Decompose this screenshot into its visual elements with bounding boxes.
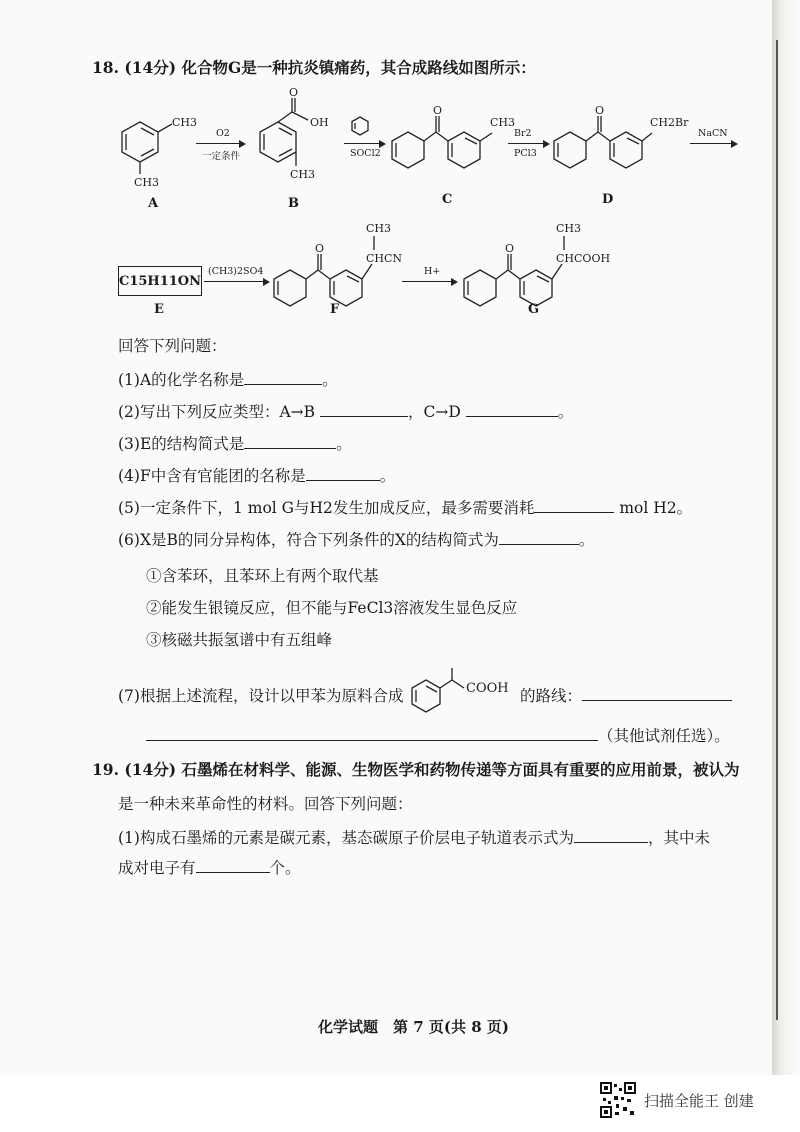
target-compound-structure [410,664,520,714]
reagent-benzene-icon [350,116,370,136]
d-ch2br: CH2Br [650,116,689,129]
reagent-br2: Br2 [514,128,532,139]
q18-condition-1: ①含苯环，且苯环上有两个取代基 [146,567,379,585]
q18-condition-3: ③核磁共振氢谱中有五组峰 [146,631,333,649]
compound-e-formula-box: C15H11ON [118,266,202,296]
compound-f-structure [272,220,412,310]
a-ch3-top: CH3 [172,116,198,129]
reagent-dimethyl-sulfate: (CH3)2SO4 [208,266,264,277]
b-o: O [289,86,299,99]
answer-blank-19-1a[interactable] [574,828,648,843]
d-o: O [595,104,605,117]
reagent-nacn: NaCN [698,128,728,139]
answer-blank-3[interactable] [244,434,336,449]
label-d: D [602,192,614,207]
compound-g-structure [462,220,622,310]
answer-blank-4[interactable] [306,466,380,481]
reagent-pcl3: PCl3 [514,148,537,159]
g-chcooh: CHCOOH [556,252,611,265]
b-oh: OH [310,116,329,129]
q19-title: 19. (14分) 石墨烯在材料学、能源、生物医学和药物传递等方面具有重要的应用前景，被认为 [92,760,740,779]
label-a: A [148,196,159,211]
arrow-c-d [508,143,548,144]
reagent-condition: 一定条件 [202,151,241,162]
a-ch3-bottom: CH3 [134,176,160,189]
q18-part4: (4)F中含有官能团的名称是 。 [118,467,396,485]
q18-part2: (2)写出下列反应类型：A→B ，C→D 。 [118,403,574,421]
g-ch3: CH3 [556,222,582,235]
c-ch3: CH3 [490,116,516,129]
q19-part1-line2: 成对电子有 个。 [118,859,301,877]
arrow-f-g [402,281,456,282]
q18-part7-prefix: (7)根据上述流程，设计以甲苯为原料合成 [118,687,404,705]
compound-b-structure [252,86,342,192]
q18-part6: (6)X是B的同分异构体，符合下列条件的X的结构简式为 。 [118,531,595,549]
c-o: O [433,104,443,117]
q18-part7-line2: （其他试剂任选）。 [146,726,730,746]
compound-a-structure [112,110,198,190]
answer-blank-7b[interactable] [146,726,598,741]
scanner-credit: 扫描全能王 创建 [644,1092,754,1110]
q18-part1: (1)A的化学名称是 。 [118,371,338,389]
q18-title: 18. (14分) 化合物G是一种抗炎镇痛药，其合成路线如图所示： [92,58,536,77]
f-chcn: CHCN [366,252,403,265]
arrow-a-b [196,143,244,144]
q18-part5: (5)一定条件下，1 mol G与H2发生加成反应，最多需要消耗 mol H2。 [118,499,693,517]
answer-blank-6[interactable] [499,530,579,545]
label-e: E [154,302,164,317]
answer-blank-1[interactable] [244,370,322,385]
answer-blank-7a[interactable] [582,686,732,701]
label-f: F [330,302,340,317]
arrow-e-f [204,281,268,282]
f-ch3: CH3 [366,222,392,235]
page-footer: 化学试题 第 7 页(共 8 页) [318,1018,509,1036]
q19-title-line2: 是一种未来革命性的材料。回答下列问题： [118,795,413,813]
q18-part3: (3)E的结构简式是 。 [118,435,352,453]
label-g: G [528,302,540,317]
answer-blank-2b[interactable] [466,402,558,417]
b-ch3: CH3 [290,168,316,181]
label-b: B [288,196,299,211]
label-c: C [442,192,453,207]
f-o: O [315,242,325,255]
q18-prompt: 回答下列问题： [118,337,227,355]
page-binding-edge [772,0,800,1075]
answer-blank-5[interactable] [534,498,614,513]
answer-blank-2a[interactable] [320,402,408,417]
g-o: O [505,242,515,255]
compound-c-structure [390,100,516,170]
arrow-b-c [344,143,384,144]
q18-part7-suffix: 的路线： [520,686,732,706]
arrow-d-e [690,143,736,144]
reagent-socl2: SOCl2 [350,148,381,159]
target-cooh: COOH [466,681,509,696]
q18-condition-2: ②能发生银镜反应，但不能与FeCl3溶液发生显色反应 [146,599,518,617]
compound-d-structure [552,100,692,170]
reagent-o2: O2 [216,128,230,139]
q19-part1: (1)构成石墨烯的元素是碳元素，基态碳原子价层电子轨道表示式为 ，其中未 [118,829,710,847]
qr-code-icon [600,1082,636,1118]
reagent-h-plus: H+ [424,266,441,277]
answer-blank-19-1b[interactable] [196,858,270,873]
